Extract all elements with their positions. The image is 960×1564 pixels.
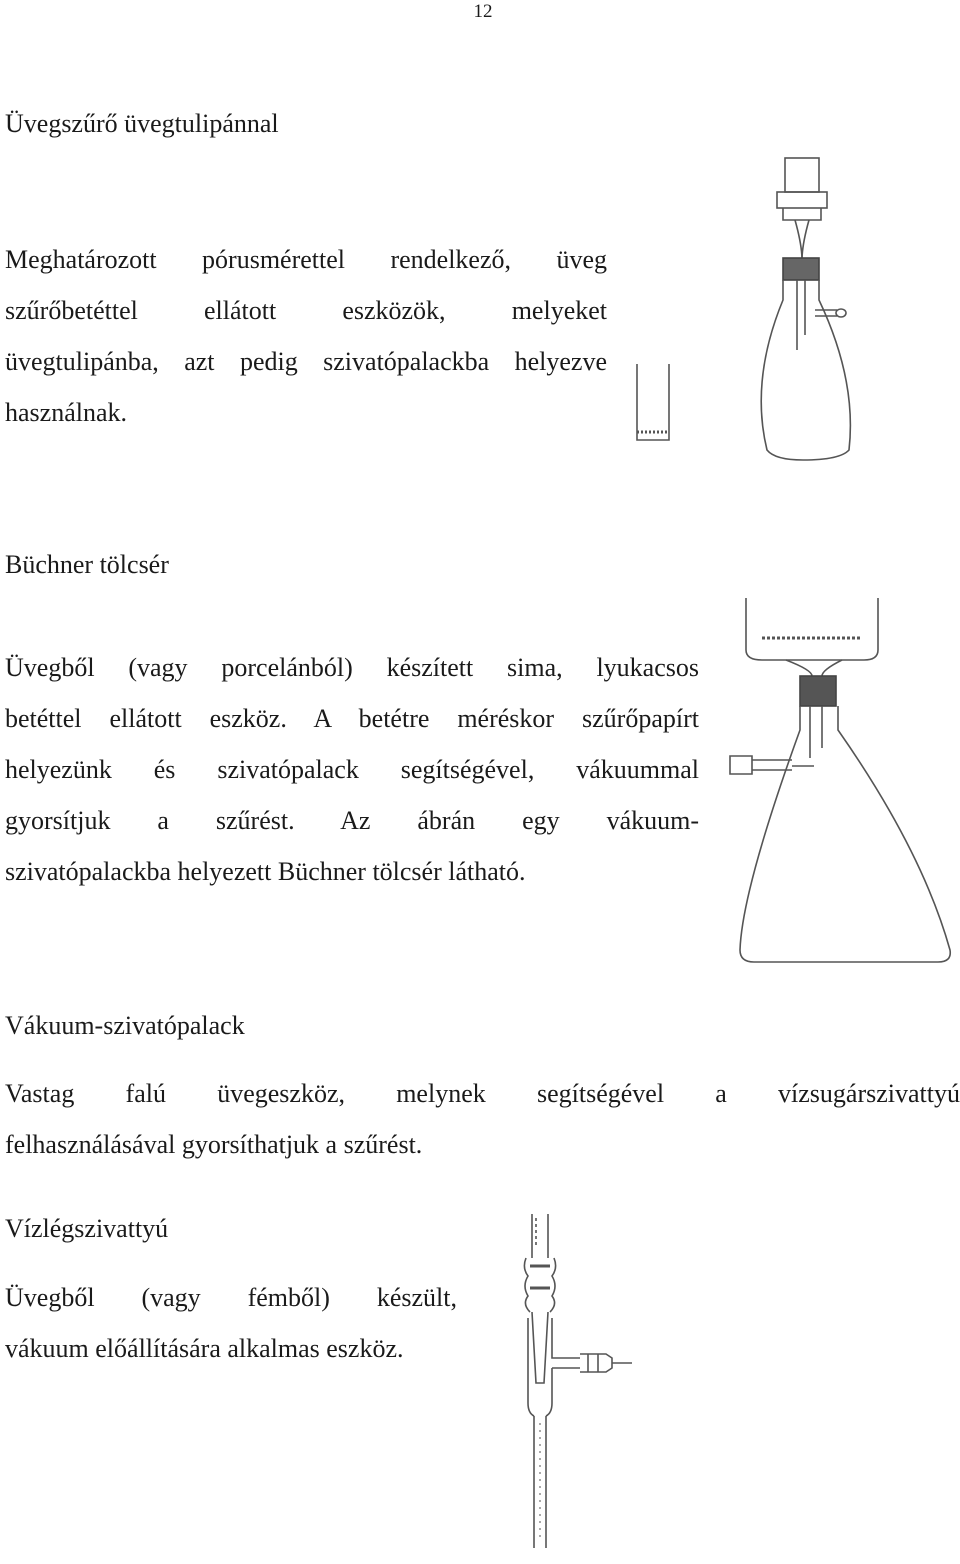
- water-pump-figure: [510, 1208, 650, 1558]
- buchner-funnel-on-suction-flask-illustration: [722, 590, 957, 970]
- section-title-glass-filter: Üvegszűrő üvegtulipánnal: [5, 109, 279, 138]
- page-number: 12: [473, 1, 493, 22]
- section-title-water-pump: Vízlégszivattyú: [5, 1214, 169, 1243]
- text-line: használnak.: [5, 398, 128, 427]
- text-line: Üvegből (vagy porcelánból) készített sima, lyukacsos: [5, 653, 699, 682]
- text-line: betéttel ellátott eszköz. A betétre méréskor szűrőpapírt: [5, 704, 699, 733]
- text-line: helyezünk és szivatópalack segítségével, vákuummal: [5, 755, 699, 784]
- text-line: üvegtulipánba, azt pedig szivatópalackba helyezve: [5, 347, 607, 376]
- glass-filter-figure: [625, 150, 865, 470]
- section-title-buchner: Büchner tölcsér: [5, 550, 169, 579]
- text-line: Vastag falú üvegeszköz, melynek segítségével a vízsugárszivattyú: [5, 1079, 960, 1108]
- buchner-figure: [722, 590, 957, 970]
- glass-filter-with-tulip-flask-illustration: [625, 150, 865, 470]
- water-jet-vacuum-pump-illustration: [510, 1208, 650, 1558]
- section-text-glass-filter: [5, 234, 607, 438]
- section-title-vacuum-flask: Vákuum-szivatópalack: [5, 1011, 245, 1040]
- section-text-vacuum-flask: [5, 1068, 960, 1170]
- section-text-water-pump: [5, 1272, 457, 1374]
- text-line: vákuum előállítására alkalmas eszköz.: [5, 1334, 404, 1363]
- text-line: felhasználásával gyorsíthatjuk a szűrést.: [5, 1130, 423, 1159]
- text-line: szivatópalackba helyezett Büchner tölcsér látható.: [5, 857, 526, 886]
- text-line: gyorsítjuk a szűrést. Az ábrán egy vákuum-: [5, 806, 699, 835]
- section-text-buchner: [5, 642, 699, 897]
- text-line: szűrőbetéttel ellátott eszközök, melyeket: [5, 296, 607, 325]
- text-line: Meghatározott pórusmérettel rendelkező, üveg: [5, 245, 607, 274]
- text-line: Üvegből (vagy fémből) készült,: [5, 1283, 457, 1312]
